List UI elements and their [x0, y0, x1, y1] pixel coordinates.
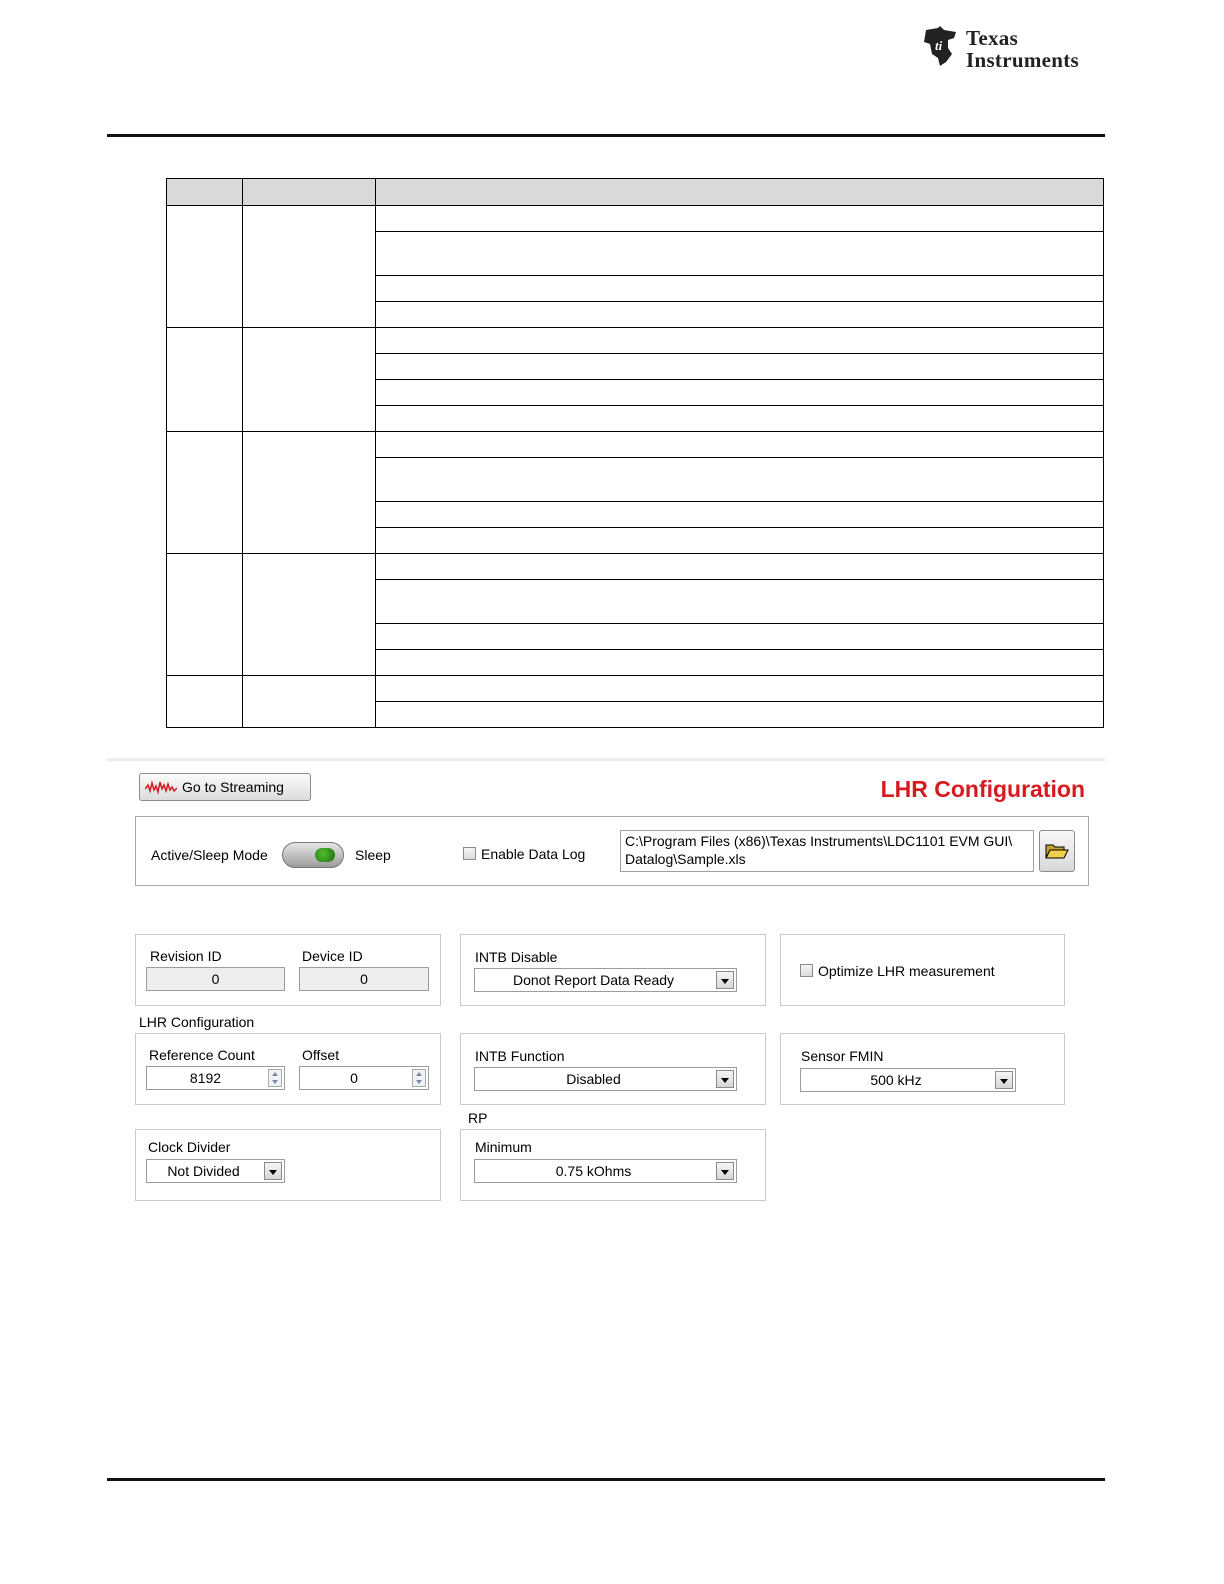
reference-count-label: Reference Count — [149, 1047, 255, 1063]
screenshot-top-edge — [107, 758, 1105, 761]
table-row-divider — [375, 579, 1103, 580]
optimize-lhr-checkbox[interactable] — [800, 964, 813, 977]
chevron-down-icon[interactable] — [995, 1071, 1013, 1089]
minimum-select[interactable] — [474, 1159, 737, 1183]
ti-logo — [918, 24, 1106, 70]
revision-id-label: Revision ID — [150, 948, 222, 964]
lhr-configuration-screenshot — [107, 758, 1105, 1218]
register-table — [166, 178, 1104, 728]
table-row-divider — [375, 231, 1103, 232]
sleep-state-label: Sleep — [355, 847, 391, 863]
intb-function-select[interactable] — [474, 1067, 737, 1091]
table-row-divider — [375, 275, 1103, 276]
table-row-divider — [375, 527, 1103, 528]
enable-data-log-label: Enable Data Log — [481, 846, 586, 862]
table-row-divider — [375, 701, 1103, 702]
offset-label: Offset — [302, 1047, 340, 1063]
mode-panel — [135, 816, 1089, 886]
toggle-knob — [315, 848, 335, 862]
clock-divider-select[interactable] — [146, 1159, 285, 1183]
clock-divider-label: Clock Divider — [148, 1139, 231, 1155]
revision-id-field: 0 — [146, 967, 285, 991]
table-column-divider — [375, 179, 376, 727]
offset-input[interactable] — [299, 1066, 429, 1090]
ti-emblem-icon — [918, 24, 962, 68]
table-row-divider — [375, 501, 1103, 502]
chevron-down-icon[interactable] — [716, 1070, 734, 1088]
rp-minimum-panel — [460, 1129, 766, 1201]
reference-count-stepper[interactable] — [268, 1069, 282, 1087]
chevron-down-icon[interactable] — [716, 971, 734, 989]
table-row-divider — [375, 353, 1103, 354]
id-panel — [135, 934, 441, 1006]
device-id-label: Device ID — [302, 948, 363, 964]
optimize-lhr-label: Optimize LHR measurement — [818, 963, 995, 979]
intb-disable-value: Donot Report Data Ready — [512, 972, 675, 988]
header-rule — [107, 134, 1105, 137]
table-row-divider — [375, 379, 1103, 380]
clock-divider-panel — [135, 1129, 441, 1201]
page-title: LHR Configuration — [880, 776, 1085, 802]
svg-text:ti: ti — [935, 38, 943, 53]
table-row-divider — [375, 457, 1103, 458]
sensor-fmin-panel — [780, 1033, 1065, 1105]
optimize-panel — [780, 934, 1065, 1006]
chevron-down-icon[interactable] — [716, 1162, 734, 1180]
datalog-path-line-1: C:\Program Files (x86)\Texas Instruments\LDC1101 EVM GUI\ — [625, 833, 1013, 849]
intb-disable-label: INTB Disable — [475, 949, 558, 965]
intb-function-label: INTB Function — [475, 1048, 565, 1064]
intb-disable-select[interactable] — [474, 968, 737, 992]
table-row-divider — [375, 301, 1103, 302]
chevron-down-icon[interactable] — [264, 1162, 282, 1180]
go-to-streaming-button[interactable] — [139, 773, 311, 801]
minimum-label: Minimum — [475, 1139, 532, 1155]
sensor-fmin-select[interactable] — [800, 1068, 1016, 1092]
waveform-icon — [145, 779, 177, 795]
offset-stepper[interactable] — [412, 1069, 426, 1087]
browse-folder-button[interactable] — [1039, 830, 1075, 872]
sensor-fmin-label: Sensor FMIN — [801, 1048, 884, 1064]
minimum-value: 0.75 kOhms — [555, 1163, 632, 1179]
reference-count-value: 8192 — [189, 1070, 222, 1086]
device-id-field: 0 — [299, 967, 429, 991]
logo-line-1: Texas — [966, 26, 1019, 50]
sensor-fmin-value: 500 kHz — [870, 1072, 922, 1088]
table-group-divider — [167, 431, 1103, 432]
active-sleep-toggle[interactable] — [282, 842, 344, 868]
table-column-divider — [242, 179, 243, 727]
intb-disable-panel — [460, 934, 766, 1006]
logo-line-2: Instruments — [966, 48, 1079, 72]
datalog-path-field[interactable] — [620, 830, 1034, 872]
table-group-divider — [167, 327, 1103, 328]
go-to-streaming-label: Go to Streaming — [182, 779, 284, 795]
offset-value: 0 — [350, 1070, 358, 1086]
active-sleep-label: Active/Sleep Mode — [151, 847, 268, 863]
intb-function-panel — [460, 1033, 766, 1105]
table-group-divider — [167, 553, 1103, 554]
table-group-divider — [167, 675, 1103, 676]
lhr-configuration-group-label: LHR Configuration — [139, 1014, 255, 1030]
datalog-path-line-2: Datalog\Sample.xls — [625, 851, 746, 867]
table-row-divider — [375, 649, 1103, 650]
folder-open-icon — [1045, 842, 1069, 860]
rp-group-label: RP — [468, 1110, 488, 1126]
reference-count-input[interactable] — [146, 1066, 285, 1090]
reference-count-panel — [135, 1033, 441, 1105]
clock-divider-value: Not Divided — [167, 1163, 240, 1179]
table-header-row — [167, 179, 1103, 206]
intb-function-value: Disabled — [566, 1071, 621, 1087]
table-row-divider — [375, 405, 1103, 406]
footer-rule — [107, 1478, 1105, 1481]
table-row-divider — [375, 623, 1103, 624]
enable-data-log-checkbox[interactable] — [463, 847, 476, 860]
